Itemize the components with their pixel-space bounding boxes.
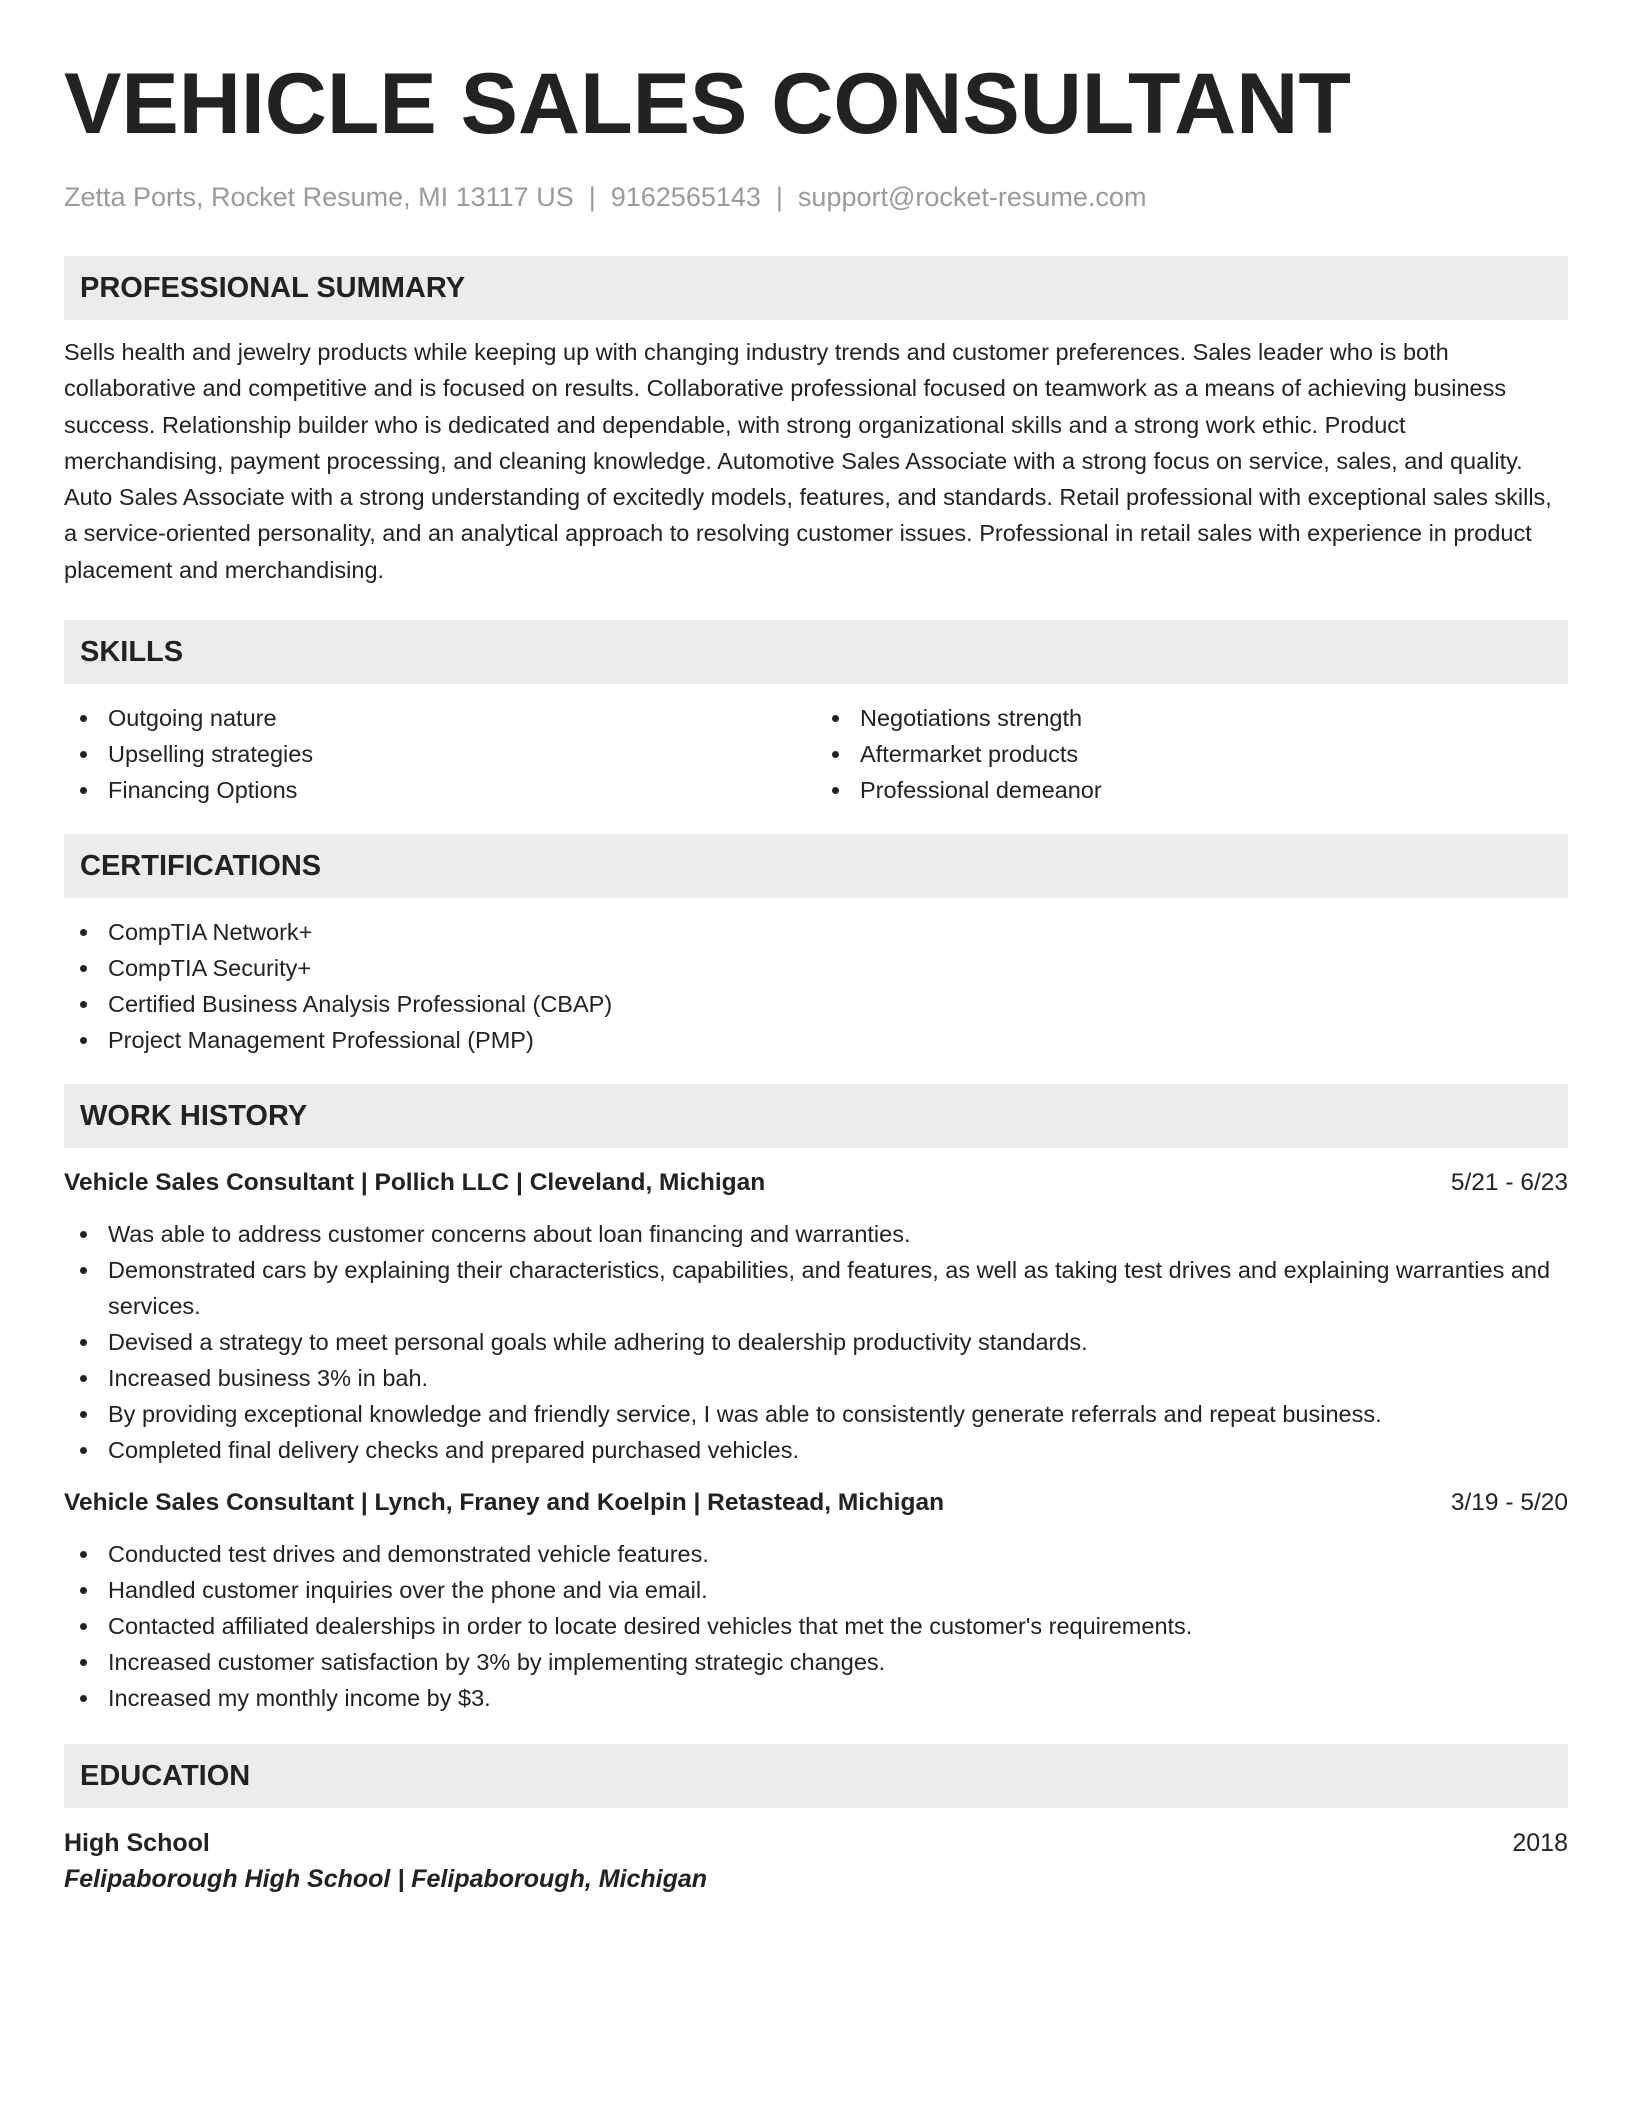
education-year: 2018 (1512, 1829, 1568, 1858)
skill-item: Financing Options (64, 772, 816, 808)
job-title: Vehicle Sales Consultant | Pollich LLC | Cleveland, Michigan (64, 1169, 766, 1197)
job-bullet: Contacted affiliated dealerships in order to locate desired vehicles that met the customer's requirements. (64, 1608, 1568, 1644)
job-bullet: Increased my monthly income by $3. (64, 1680, 1568, 1716)
job-bullet: By providing exceptional knowledge and friendly service, I was able to consistently generate referrals and repeat business. (64, 1396, 1568, 1432)
summary-section (64, 256, 1568, 588)
job-title: Vehicle Sales Consultant | Lynch, Franey and Koelpin | Retastead, Michigan (64, 1489, 945, 1517)
job-entry (64, 1166, 1568, 1468)
education-row (64, 1826, 1568, 1860)
skill-item: Professional demeanor (816, 772, 1568, 808)
education-degree: High School (64, 1829, 210, 1858)
skill-item: Aftermarket products (816, 736, 1568, 772)
contact-email: support@rocket-resume.com (797, 182, 1147, 212)
skills-section (64, 620, 1568, 808)
summary-text: Sells health and jewelry products while keeping up with changing industry trends and customer preferences. Sales leader who is both collaborative and competitive and is focused on results. Collaborative professional focused on teamwork as a means of achieving business success. Relationship builder who is dedicated and dependable, with strong organizational skills and a strong work ethic. Product merchandising, payment processing, and cleaning knowledge. Automotive Sales Associate with a strong focus on service, sales, and quality. Auto Sales Associate with a strong understanding of excitedly models, features, and standards. Retail professional with exceptional sales skills, a service-oriented personality, and an analytical approach to resolving customer issues. Professional in retail sales with experience in product placement and merchandising. (64, 339, 1552, 583)
summary-heading: PROFESSIONAL SUMMARY (64, 256, 1568, 320)
job-dates: 5/21 - 6/23 (1450, 1169, 1568, 1197)
skill-item: Outgoing nature (64, 700, 816, 736)
job-dates: 3/19 - 5/20 (1450, 1489, 1568, 1517)
job-entry (64, 1486, 1568, 1716)
education-heading: EDUCATION (64, 1744, 1568, 1808)
work-history-section (64, 1084, 1568, 1716)
certification-item: CompTIA Security+ (64, 950, 1568, 986)
job-bullet: Demonstrated cars by explaining their characteristics, capabilities, and features, as well as taking test drives and explaining warranties and services. (64, 1252, 1568, 1324)
certifications-section (64, 834, 1568, 1058)
work-history-heading: WORK HISTORY (64, 1084, 1568, 1148)
job-header (64, 1486, 1568, 1520)
education-school: Felipaborough High School | Felipaborough, Michigan (64, 1865, 708, 1894)
job-bullet: Completed final delivery checks and prepared purchased vehicles. (64, 1432, 1568, 1468)
certifications-list (64, 914, 1568, 1058)
education-section (64, 1744, 1568, 1898)
job-bullets (64, 1536, 1568, 1716)
contact-separator: | (588, 182, 596, 212)
certification-item: Project Management Professional (PMP) (64, 1022, 1568, 1058)
skill-item: Negotiations strength (816, 700, 1568, 736)
job-bullet: Increased customer satisfaction by 3% by implementing strategic changes. (64, 1644, 1568, 1680)
skills-list-left (64, 700, 816, 808)
skills-heading: SKILLS (64, 620, 1568, 684)
job-bullets (64, 1216, 1568, 1468)
job-bullet: Devised a strategy to meet personal goals while adhering to dealership productivity standards. (64, 1324, 1568, 1360)
contact-line (64, 180, 1568, 214)
contact-address: Zetta Ports, Rocket Resume, MI 13117 US (64, 182, 574, 212)
skills-grid (64, 684, 1568, 808)
job-bullet: Was able to address customer concerns about loan financing and warranties. (64, 1216, 1568, 1252)
job-bullet: Conducted test drives and demonstrated vehicle features. (64, 1536, 1568, 1572)
certifications-heading: CERTIFICATIONS (64, 834, 1568, 898)
job-header (64, 1166, 1568, 1200)
skills-list-right (816, 700, 1568, 808)
certification-item: Certified Business Analysis Professional (CBAP) (64, 986, 1568, 1022)
candidate-name: VEHICLE SALES CONSULTANT (64, 56, 1351, 152)
certification-item: CompTIA Network+ (64, 914, 1568, 950)
contact-separator: | (775, 182, 783, 212)
skill-item: Upselling strategies (64, 736, 816, 772)
job-bullet: Increased business 3% in bah. (64, 1360, 1568, 1396)
job-bullet: Handled customer inquiries over the phone and via email. (64, 1572, 1568, 1608)
contact-phone: 9162565143 (610, 182, 761, 212)
